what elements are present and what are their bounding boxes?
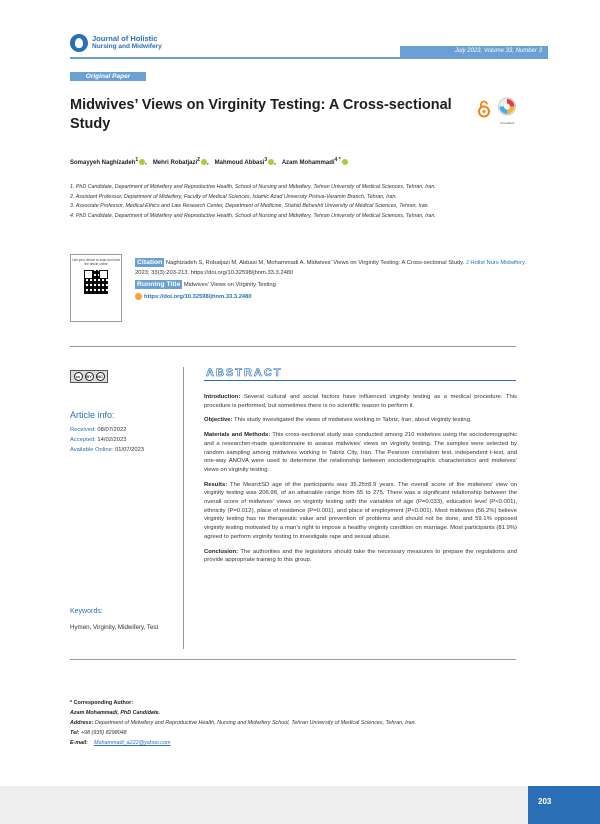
section-label: Objective: <box>204 417 233 424</box>
abstract-heading: ABSTRACT <box>206 367 283 379</box>
corr-tel <box>70 728 530 738</box>
affiliation: 4. PhD Candidate, Department of Midwifery and Reproductive Health, School of Nursing and Midwifery, Tehran University of Medical Sciences, Tehran, Iran. <box>70 212 436 219</box>
corr-name <box>70 708 530 718</box>
section-text: Several cultural and social factors have influenced virginity testing as a medical procedure. This procedure is performed, but sometimes there is no scientific reason to perform it. <box>204 394 517 409</box>
citation-tag: Citation <box>137 259 163 266</box>
author[interactable]: Mahmoud Abbasi$^3$ , <box>214 157 276 166</box>
corr-address-label: Address: <box>70 720 94 726</box>
author[interactable] <box>282 157 348 166</box>
nc-icon: NC <box>97 374 103 379</box>
abstract-underline <box>204 380 516 381</box>
abstract-body <box>204 393 517 571</box>
corresponding-author <box>70 698 530 748</box>
author-name: Somayyeh Naghizadeh <box>70 160 136 166</box>
article-dates <box>70 425 144 455</box>
running-title <box>135 280 535 291</box>
author-list <box>70 157 348 166</box>
citation-details: 2023; 33(3):203-213. https://doi.org/10.32598/jhnm.33.3.2480 <box>135 269 294 276</box>
issue-banner: July 2023, Volume 33, Number 3 <box>400 46 548 57</box>
orcid-icon[interactable] <box>139 159 145 165</box>
corr-address <box>70 718 530 728</box>
corr-tel-text: +98 (935) 8298048 <box>80 730 127 736</box>
corr-email-label: E-mail: <box>70 740 88 746</box>
divider <box>70 659 516 660</box>
online-label: Available Online: <box>70 447 114 453</box>
affiliation: 1. PhD Candidate, Department of Midwifery and Reproductive Health, School of Nursing and Midwifery, Tehran University of Medical Sciences, Tehran, Iran. <box>70 184 436 190</box>
footer-bar <box>0 786 528 824</box>
received-label: Received: <box>70 427 96 433</box>
citation-journal: J Holist Nurs Midwifery. <box>465 260 527 266</box>
doi-link[interactable]: https://doi.org/10.32598/jhnm.33.3.2480 <box>144 293 252 300</box>
abstract-section <box>204 431 517 475</box>
author[interactable]: Mehri Robatjazi$^2$ , <box>152 157 209 166</box>
section-label: Results: <box>204 481 228 488</box>
running-title-text: Midwives’ Views on Virginity Testing <box>183 282 276 288</box>
journal-name-line1: Journal of Holistic <box>92 34 158 43</box>
cc-license-badge[interactable] <box>70 370 108 383</box>
orcid-icon[interactable] <box>268 159 274 165</box>
crossmark-graphic <box>496 97 518 116</box>
by-icon: BY <box>86 374 92 379</box>
article-info-heading: Article info: <box>70 410 115 420</box>
author-name: Mehri Robatjazi <box>152 160 198 166</box>
journal-logo <box>70 34 162 52</box>
section-label: Introduction: <box>204 394 241 400</box>
journal-name-line2: Nursing and Midwifery <box>92 43 162 50</box>
page-number: 203 <box>528 786 600 824</box>
qr-code-box <box>70 254 122 322</box>
corr-address-text: Department of Midwifery and Reproductive Health, Nursing and Midwifery School, Tehran University of Medical Sciences, Tehran, Iran. <box>94 720 416 726</box>
author[interactable]: Somayyeh Naghizadeh$^1$ , <box>70 157 147 166</box>
section-label: Materials and Methods: <box>204 432 271 439</box>
affiliation: 2. Assistant Professor, Department of Midwifery, Faculty of Medical Sciences, Islamic Azad University Pishva-Varamin Branch, Tehran, Iran. <box>70 193 397 200</box>
running-title-tag: Running Title <box>137 281 181 288</box>
online-date <box>70 445 144 455</box>
section-text: This cross-sectional study was conducted among 210 midwives using the sociodemographic and a researcher-made questionnaire to assess midwives’ views on virginity testing. The samples were selected by random sampling among midwives working in Tabriz City, Iran. The Pearson correlation test, independent t-test, and one-way ANOVA were used to determine the relationship between sociodemographic characteristics and midwives’ views on virginity testing. <box>204 432 518 473</box>
citation-block <box>135 258 535 302</box>
corr-heading-text: * Corresponding Author: <box>70 700 133 706</box>
orcid-icon[interactable] <box>342 159 348 165</box>
cc-icon: cc <box>74 372 83 381</box>
doi-line <box>135 293 535 303</box>
journal-logo-icon <box>70 34 88 52</box>
online-value: 01/07/2023 <box>115 447 145 453</box>
citation <box>135 258 535 278</box>
article-title: Midwives’ Views on Virginity Testing: A Cross-sectional Study <box>70 97 452 132</box>
accepted-value: 14/02/2023 <box>97 437 127 443</box>
header-divider <box>70 57 548 59</box>
section-label: Conclusion: <box>204 548 239 555</box>
author-sup: 1 <box>135 157 139 163</box>
section-text: The authorities and the legislators should take the necessary measures to prepare the regulations and provide appropriate training to this group. <box>204 548 517 564</box>
corr-heading <box>70 698 530 708</box>
article-type-badge: Original Paper <box>70 72 146 81</box>
section-text: This study investigated the views of midwives working in Tabriz, Iran, about virginity testing. <box>234 417 472 424</box>
citation-text: Naghizadeh S, Robatjazi M, Abbasi M, Mohammadi A. Midwives’ Views on Virginity Testing: A Cross-sectional Study. <box>165 260 465 266</box>
journal-name <box>92 35 162 51</box>
doi-icon <box>135 293 142 300</box>
crossmark-icon[interactable] <box>496 97 518 125</box>
author-name: Mahmoud Abbasi <box>214 160 265 166</box>
keywords-heading: Keywords: <box>70 608 103 615</box>
qr-label: Use your device to scan and read the article online <box>72 258 120 266</box>
section-text: The Mean±SD age of the participants was 35.25±8.9 years. The overall score of the midwives’ view on virginity testing was 206.98, of an attainable range from 55 to 275. There was a significant relationship between the overall score of midwives’ views on virginity testing with the variables of age (P=0.033), education level (P<0.001), ethnicity (P=0.012), place of residence (P=0.001), and place of employment (P<0.001). Most midwives (56.2%) believe virginity testing has no therapeutic value and prevention of problems and should not be done, and 59.1% opposed virginity testing motivated by a man’s right to impose a healthy virginity condition on marriage. Most participants (81.9%) agreed to perform virginity testing to investigate rape and sexual abuse. <box>204 481 517 540</box>
affiliation: 3. Associate Professor, Medical Ethics and Law Research Center, Department of Medicine, Shahid Beheshti University of Medical Sciences, Tehran, Iran. <box>70 203 430 209</box>
author-name: Azam Mohammadi <box>281 160 335 166</box>
divider <box>70 346 516 347</box>
corr-name-text: Azam Mohammadi, PhD Candidate. <box>70 710 161 716</box>
corr-tel-label: Tel: <box>70 730 80 736</box>
accepted-label: Accepted: <box>70 437 96 443</box>
author-sup: 3 <box>264 157 268 163</box>
qr-code-icon[interactable] <box>84 270 108 294</box>
author-sup: 2 <box>197 157 200 163</box>
crossmark-label: CrossMark <box>499 121 515 125</box>
corr-email-link[interactable]: Mohammadi_a222@yahoo.com <box>93 740 171 746</box>
received-date <box>70 425 144 435</box>
abstract-section <box>204 548 517 565</box>
abstract-section <box>204 481 517 542</box>
accepted-date <box>70 435 144 445</box>
orcid-icon[interactable] <box>201 159 207 165</box>
abstract-section <box>204 416 517 425</box>
affiliations <box>70 183 540 221</box>
author-sup: 4 * <box>334 157 341 163</box>
keywords-text: Hymen, Virginity, Midwifery, Test <box>70 624 159 631</box>
open-access-icon <box>477 100 491 118</box>
corr-email <box>70 738 530 748</box>
received-value: 08/07/2022 <box>97 427 127 433</box>
abstract-section <box>204 393 517 410</box>
column-divider <box>183 367 184 649</box>
